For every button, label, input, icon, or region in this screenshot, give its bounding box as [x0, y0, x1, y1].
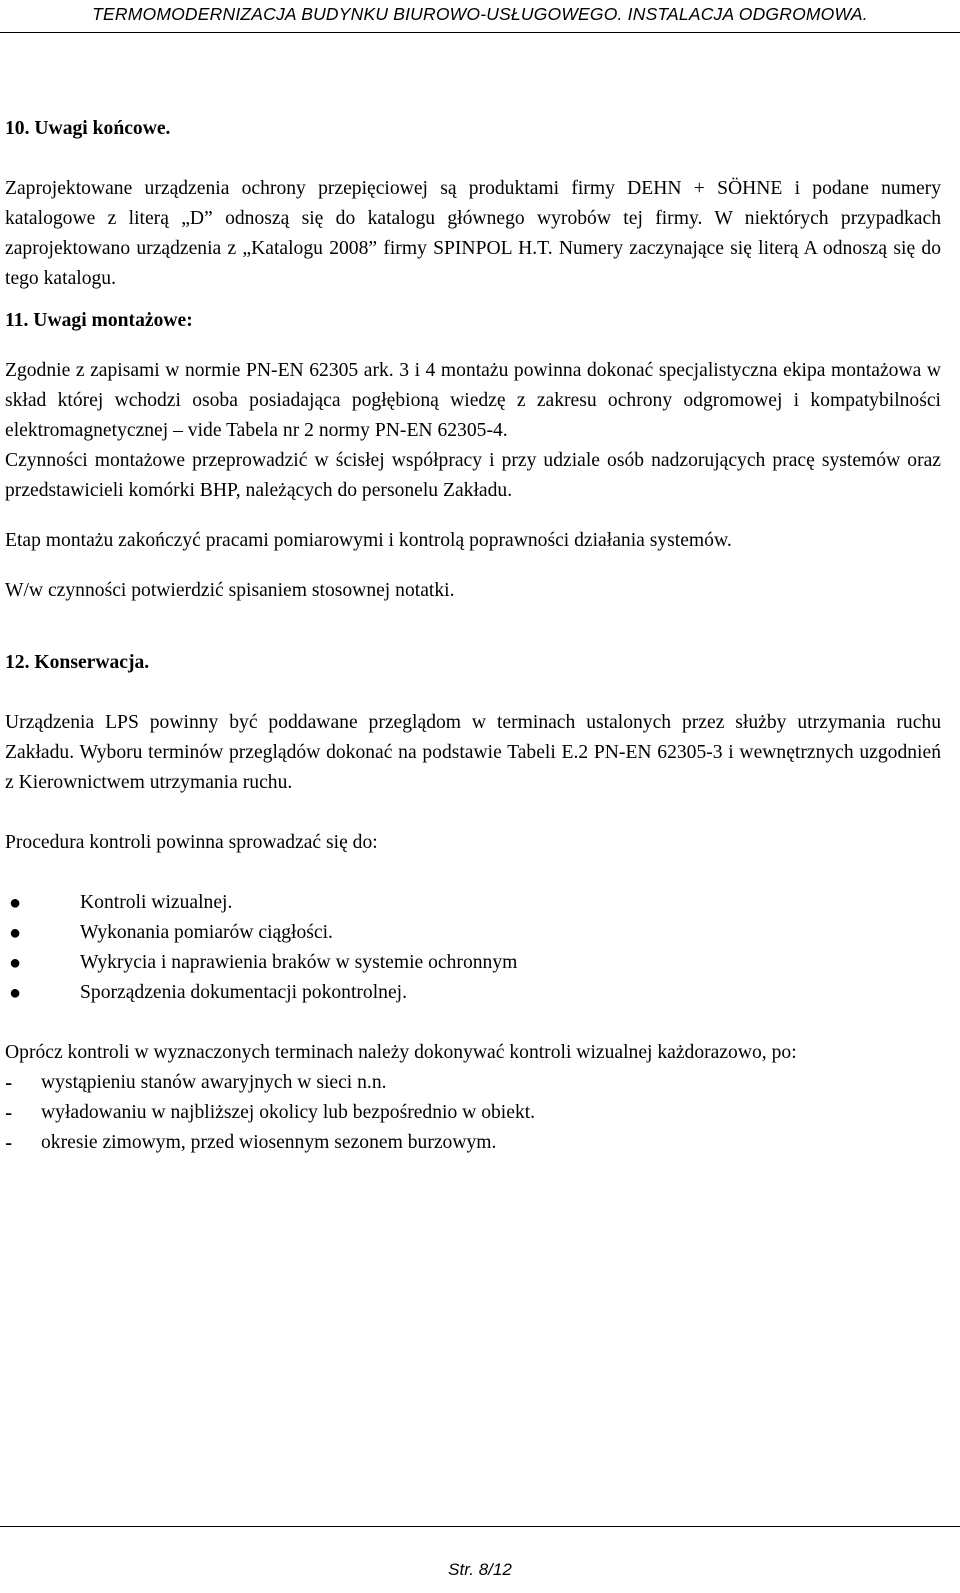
footer-rule	[0, 1526, 960, 1527]
section-11-heading: 11. Uwagi montażowe:	[5, 310, 193, 331]
page-number: Str. 8/12	[448, 1560, 512, 1579]
list-item	[5, 888, 941, 918]
inspection-steps-list	[5, 888, 941, 1008]
dash-icon: -	[5, 1070, 13, 1095]
bullet-icon: ●	[9, 952, 22, 974]
spacer	[5, 556, 941, 576]
section-11-paragraph-4: W/w czynności potwierdzić spisaniem stosownej notatki.	[5, 580, 455, 601]
section-11-paragraph-1: Zgodnie z zapisami w normie PN-EN 62305 ark. 3 i 4 montażu powinna dokonać specjalistyczna ekipa montażowa w skład której wchodzi osoba posiadająca pogłębioną wiedzę z zakresu ochrony odgromowej i kompatybilności elektromagnetycznej – vide Tabela nr 2 normy PN-EN 62305-4.	[5, 360, 941, 441]
section-10-heading: 10. Uwagi końcowe.	[5, 118, 171, 139]
bullet-icon: ●	[9, 982, 22, 1004]
list-item	[5, 978, 941, 1008]
spacer	[5, 858, 941, 888]
list-item	[5, 948, 941, 978]
bullet-icon: ●	[9, 892, 22, 914]
spacer	[5, 606, 941, 648]
spacer	[5, 336, 941, 356]
section-12-heading: 12. Konserwacja.	[5, 652, 150, 673]
section-12-paragraph-1: Urządzenia LPS powinny być poddawane przeglądom w terminach ustalonych przez służby utrzymania ruchu Zakładu. Wyboru terminów przeglądów dokonać na podstawie Tabeli E.2 PN-EN 62305-3 i wewnętrznych uzgodnień z Kierownictwem utrzymania ruchu.	[5, 712, 941, 793]
document-body	[5, 114, 941, 1158]
spacer	[5, 678, 941, 708]
spacer	[5, 798, 941, 828]
spacer	[5, 294, 941, 306]
section-12-paragraph-2: Procedura kontroli powinna sprowadzać się do:	[5, 832, 378, 853]
list-item-text: wystąpieniu stanów awaryjnych w sieci n.n.	[41, 1072, 387, 1093]
list-item	[5, 1128, 941, 1158]
list-item-text: Kontroli wizualnej.	[80, 892, 233, 913]
visual-inspection-triggers-list	[5, 1068, 941, 1158]
spacer	[5, 144, 941, 174]
section-12-paragraph-3: Oprócz kontroli w wyznaczonych terminach należy dokonywać kontroli wizualnej każdorazowo, po:	[5, 1042, 797, 1063]
spacer	[5, 1008, 941, 1038]
spacer	[5, 506, 941, 526]
list-item	[5, 1098, 941, 1128]
header-rule	[0, 32, 960, 33]
bullet-icon: ●	[9, 922, 22, 944]
dash-icon: -	[5, 1130, 13, 1155]
list-item	[5, 918, 941, 948]
list-item-text: Wykonania pomiarów ciągłości.	[80, 922, 333, 943]
list-item-text: wyładowaniu w najbliższej okolicy lub bezpośrednio w obiekt.	[41, 1102, 536, 1123]
list-item-text: Wykrycia i naprawienia braków w systemie ochronnym	[80, 952, 518, 973]
section-10-paragraph: Zaprojektowane urządzenia ochrony przepięciowej są produktami firmy DEHN + SÖHNE i podane numery katalogowe z literą „D” odnoszą się do katalogu głównego wyrobów tej firmy. W niektórych przypadkach zaprojektowano urządzenia z „Katalogu 2008” firmy SPINPOL H.T. Numery zaczynające się literą A odnoszą się do tego katalogu.	[5, 178, 941, 289]
dash-icon: -	[5, 1100, 13, 1125]
list-item-text: okresie zimowym, przed wiosennym sezonem burzowym.	[41, 1132, 497, 1153]
section-11-paragraph-3: Etap montażu zakończyć pracami pomiarowymi i kontrolą poprawności działania systemów.	[5, 530, 732, 551]
section-11-paragraph-2: Czynności montażowe przeprowadzić w ścisłej współpracy i przy udziale osób nadzorujących pracę systemów oraz przedstawicieli komórki BHP, należących do personelu Zakładu.	[5, 450, 941, 501]
list-item	[5, 1068, 941, 1098]
running-header: TERMOMODERNIZACJA BUDYNKU BIUROWO-USŁUGOWEGO. INSTALACJA ODGROMOWA.	[92, 4, 868, 24]
list-item-text: Sporządzenia dokumentacji pokontrolnej.	[80, 982, 408, 1003]
